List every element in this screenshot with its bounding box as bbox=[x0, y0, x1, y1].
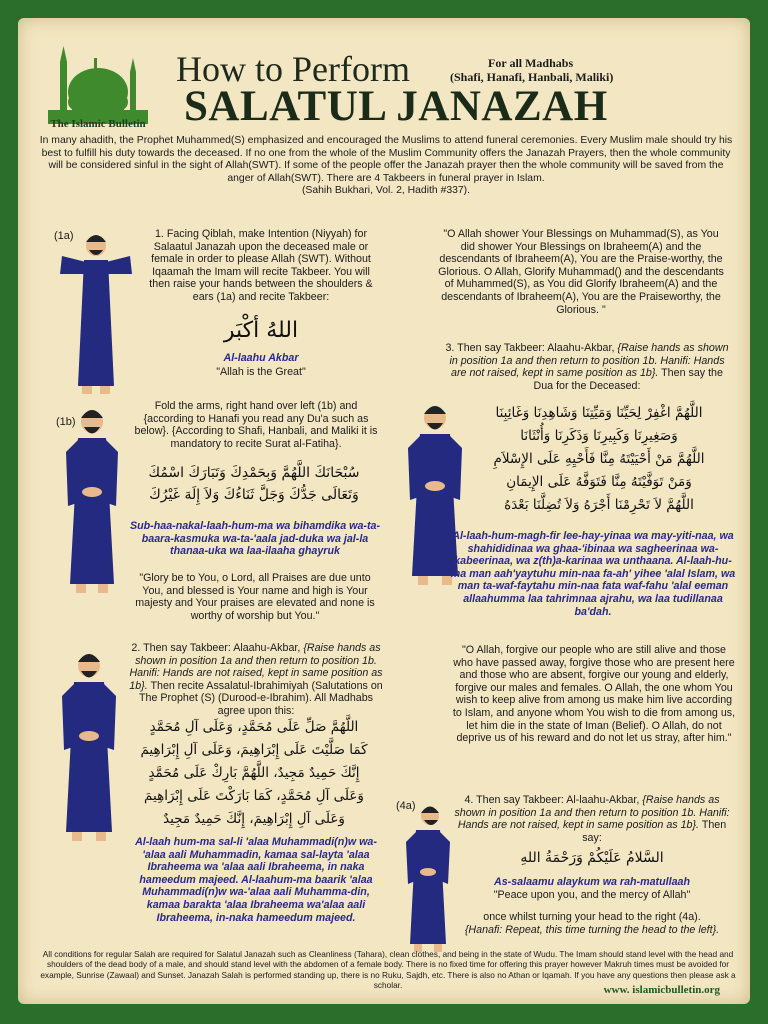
dua-arabic-line-2: وَصَغِيرِنَا وَكَبِيرِنَا وَذَكَرِنَا وَأُنْثَانَا bbox=[520, 428, 678, 444]
durood-arabic-line-4: وَعَلَى آلِ مُحَمَّدٍ، كَمَا بَارَكْتَ عَلَى إِبْرَاهِيمَ bbox=[144, 788, 364, 804]
salam-arabic: السَّلامُ عَلَيْكُمْ وَرَحْمَةُ اللهِ bbox=[520, 850, 664, 866]
position-label-1a: (1a) bbox=[54, 230, 74, 242]
person-arms-folded-icon bbox=[54, 642, 124, 844]
madhab-heading: For all Madhabs bbox=[488, 56, 574, 70]
salam-translation: "Peace upon you, and the mercy of Allah" bbox=[493, 889, 691, 901]
step-4-instruction-cont: Then say: bbox=[582, 819, 727, 844]
step-4-note: {Raise hands as shown in position 1a and then return to position 1b. Hanifi: Hands are not raised, kept in same position as 1b}. bbox=[454, 794, 730, 832]
step-2-instruction: 2. Then say Takbeer: Alaahu-Akbar, bbox=[131, 642, 301, 654]
step-4-text bbox=[452, 794, 732, 844]
step-1-text: 1. Facing Qiblah, make Intention (Niyyah) for Salaatul Janazah upon the deceased male or female in order to please Allah (SWT). Without Iqaamah the Imam will recite Takbeer. You will then raise your hands between the shoulders & ears (1a) and recite Takbeer: bbox=[149, 228, 373, 303]
takbeer-transliteration: Al-laahu Akbar bbox=[223, 352, 299, 364]
intro-section bbox=[36, 135, 736, 198]
intro-reference: (Sahih Bukhari, Vol. 2, Hadith #337). bbox=[301, 185, 471, 197]
step-2-text bbox=[128, 642, 384, 718]
step-4-instruction: 4. Then say Takbeer: Al-laahu-Akbar, bbox=[464, 794, 640, 806]
salam-hanafi-note: {Hanafi: Repeat, this time turning the head to the left}. bbox=[464, 924, 720, 936]
dua-arabic-line-1: اللَّهُمَّ اغْفِرْ لِحَيِّنَا وَمَيِّتِنَا وَشَاهِدِنَا وَغَائِبِنَا bbox=[495, 405, 703, 421]
sana-arabic bbox=[126, 462, 382, 506]
dua-deceased-transliteration: Al-laah-hum-magh-fir lee-hay-yinaa wa may-yiti-naa, wa shahididinaa wa ghaa-'ibinaa wa sagheerinaa wa-kabeerinaa, wa z(th)a-karinaa wa unthaana. Al-laah-hu-ma man aah'yaytuhu min-naa fa-ah' yihee 'alal Islam, wa man ta-waf-faytahu min-naa fata waf-fahu 'alal eeman allaahumma laa tahrimnaa ajrahu, wa laa tudillanaa ba'dah. bbox=[450, 530, 736, 618]
salam-direction: once whilst turning your head to the right (4a). bbox=[483, 911, 701, 923]
durood-translation: "O Allah shower Your Blessings on Muhammad(S), as You did shower Your Blessings on Ibraheem(A) and the descendants of Ibraheem(A), You are the Praise-worthy, the Glorious. O Allah, Glorify Muhammad() and the descendants of Muhammed(S), as You did Glorify Ibraheem(A) and the descendants of Ibraheem(A), You are the Praiseworthy, the Glorious. " bbox=[438, 228, 724, 316]
step-3-instruction: 3. Then say Takbeer: Alaahu-Akbar, bbox=[445, 342, 615, 354]
dua-deceased-arabic bbox=[468, 402, 730, 517]
takbeer-translation: "Allah is the Great" bbox=[216, 366, 306, 378]
step-2-note: {Raise hands as shown in position 1a and then return to position 1b. Hanifi: Hands are not raised, kept in same position as 1b}. bbox=[129, 642, 383, 692]
durood-arabic-line-2: كَمَا صَلَّيْتَ عَلَى إِبْرَاهِيمَ، وَعَلَى آلِ إِبْرَاهِيمَ bbox=[140, 742, 368, 758]
dua-deceased-translation: "O Allah, forgive our people who are still alive and those who have passed away, forgive those who are present here and those who are absent, forgive our young and elderly, forgive our males and females. O Allah, the one whom You wish to keep alive from among us make him live according to Islam, and anyone whom You wish to die from among us, let him die in the state of Iman (Belief). O Allah, do not deprive us of his reward and do not let us stray, after him." bbox=[452, 644, 736, 745]
step-3-text bbox=[442, 342, 732, 392]
durood-arabic-line-1: اللَّهُمَّ صَلِّ عَلَى مُحَمَّدٍ، وَعَلَى آلِ مُحَمَّدٍ bbox=[149, 719, 359, 735]
durood-arabic bbox=[122, 716, 386, 831]
sana-arabic-line-2: وَتَعَالَى جَدُّكَ وَجَلَّ ثَنَاءُكَ وَلاَ إِلَهَ غَيْرُكَ bbox=[149, 487, 359, 503]
person-arms-folded-icon bbox=[58, 400, 126, 596]
durood-arabic-line-5: وَعَلَى آلِ إِبْرَاهِيمَ، إِنَّكَ حَمِيدٌ مَجِيدٌ bbox=[163, 811, 345, 827]
sana-translation: "Glory be to You, o Lord, all Praises are due unto You, and blessed is Your name and high is Your majesty and Your praises are elevated and none is worthy of worship but You." bbox=[135, 572, 375, 622]
madhab-list: (Shafi, Hanafi, Hanbali, Maliki) bbox=[450, 70, 614, 84]
position-label-1b: (1b) bbox=[56, 416, 76, 428]
page-title: SALATUL JANAZAH bbox=[184, 83, 608, 130]
dua-arabic-line-4: وَمَنْ تَوَفَّيْتَهُ مِنَّا فَتَوَفَّهُ عَلَى الإِيمَانِ bbox=[506, 474, 692, 490]
salam-transliteration: As-salaamu alaykum wa rah-matullaah bbox=[493, 876, 691, 888]
step-3-note: {Raise hands as shown in position 1a and then return to position 1b. Hanifi: Hands are not raised, kept in same position as 1b}. bbox=[449, 342, 729, 380]
person-head-turned-icon bbox=[400, 798, 456, 956]
durood-arabic-line-3: إِنَّكَ حَمِيدٌ مَجِيدٌ، اللَّهُمَّ بَارِكْ عَلَى مُحَمَّدٍ bbox=[148, 765, 360, 781]
takbeer-arabic: اللهُ أكْبَر bbox=[223, 318, 299, 343]
title-line-1: How to Perform bbox=[176, 49, 410, 89]
dua-arabic-line-3: اللَّهُمَّ مَنْ أَحْيَيْتَهُ مِنَّا فَأَحْيِهِ عَلَى الإِسْلاَمِ bbox=[493, 451, 705, 467]
intro-text: In many ahadith, the Prophet Muhammed(S) emphasized and encouraged the Muslims to attend funeral ceremonies. Every Muslim male should try his best to fulfill his duty towards the deceased. If no one from the whole of the Muslim Community offers the Janazah Prayers, then the whole community will be considered sinful in the sight of Allah(SWT). If some of the people offer the Janazah prayer then the whole community will be saved from the anger of Allah(SWT). There are 4 Takbeers in funeral prayer in Islam. bbox=[39, 135, 733, 184]
poster bbox=[18, 18, 750, 1004]
footer-note: All conditions for regular Salah are required for Salatul Janazah such as Cleanliness (Tahara), clean clothes, and being in the state of Wudu. The Imam should stand level with the head and shoulders of the dead body of a male, and should stand level with the abdomen of a female body. There is no fixed time for offering this prayer however Makruh times must be avoided for example, Sunrise (Zawaal) and Sunset. Janazah Salah is performed standing up, there is no Ruku, Sajdh, etc. There is also no Athan or Iqamah. If you have any questions then please ask a scholar. bbox=[40, 949, 736, 991]
sana-arabic-line-1: سُبْحَانَكَ اللَّهُمَّ وَبِحَمْدِكَ وَتَبَارَكَ اسْمُكَ bbox=[148, 465, 360, 481]
step-1b-text: Fold the arms, right hand over left (1b) and {according to Hanafi you read any Du'a such as below}. {According to Shafi, Hanbali, and Maliki it is mandatory to recite Surat al-Fatiha}. bbox=[134, 400, 378, 450]
website-url[interactable]: www. islamicbulletin.org bbox=[603, 984, 720, 996]
position-label-4a: (4a) bbox=[396, 800, 416, 812]
person-hands-raised-icon bbox=[56, 226, 136, 396]
step-2-instruction-cont: Then recite Assalatul-Ibrahimiyah (Salutations on The Prophet (S) (Durood-e-Ibrahim). All Madhabs agree upon this: bbox=[138, 679, 383, 717]
dua-arabic-line-5: اللَّهُمَّ لاَ تَحْرِمْنَا أَجْرَهُ وَلاَ تُضِلَّنَا بَعْدَهُ bbox=[504, 497, 694, 513]
logo-text: The Islamic Bulletin bbox=[50, 118, 146, 130]
sana-transliteration: Sub-haa-nakal-laah-hum-ma wa bihamdika wa-ta-baara-kasmuka wa-ta-'aala jad-duka wa jal-la thanaa-uka wa laa-ilaaha ghayruk bbox=[129, 520, 381, 558]
durood-transliteration: Al-laah hum-ma sal-li 'alaa Muhammadi(n)w wa-'alaa aali Muhammadin, kamaa sal-layta 'alaa Ibraheema wa 'alaa aali Ibraheema, in naka hameedum majeed. Al-laahum-ma baarik 'alaa Muhammadi(n)w wa-'alaa aali Muhamma-din, kamaa barakta 'alaa Ibraheema wa'alaa aali Ibraheema, in-naka hameedum majeed. bbox=[135, 836, 377, 924]
step-3-instruction-cont: Then say the Dua for the Deceased: bbox=[533, 367, 723, 392]
